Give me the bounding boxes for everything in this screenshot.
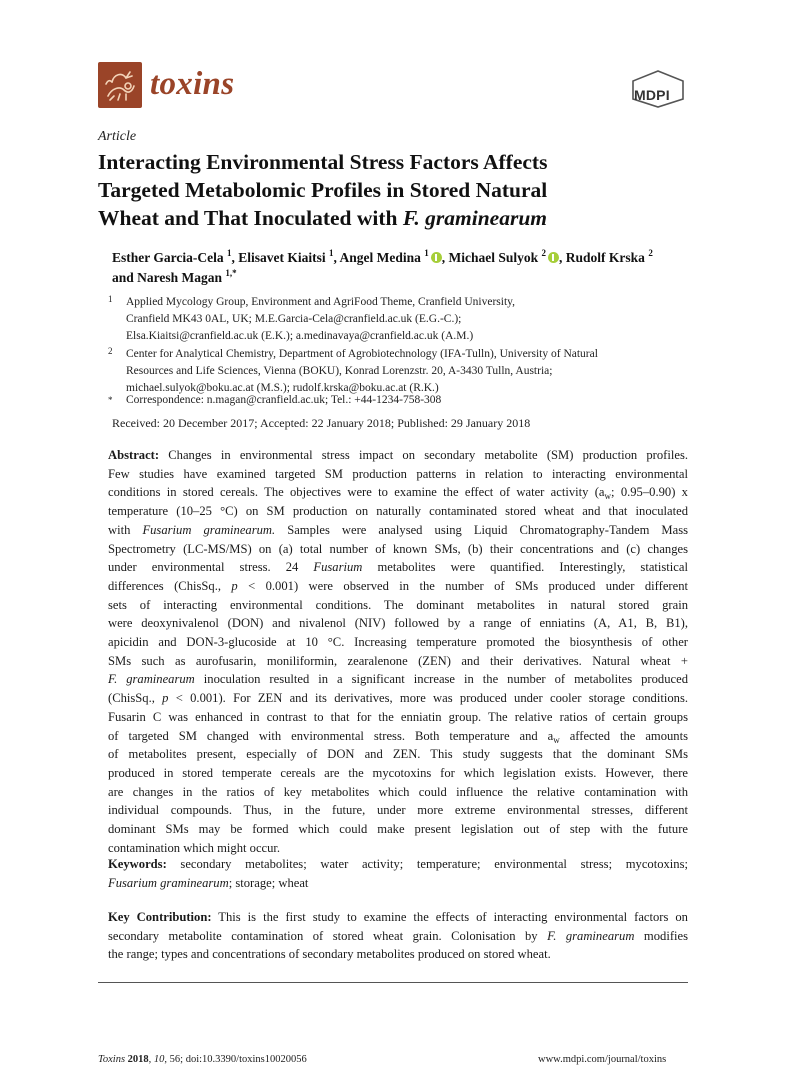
publication-dates: Received: 20 December 2017; Accepted: 22 January 2018; Published: 29 January 2018 [112, 416, 531, 430]
mdpi-logo [628, 69, 688, 109]
journal-url-link[interactable]: www.mdpi.com/journal/toxins [538, 1054, 667, 1065]
author-name: Elisavet Kiaitsi [238, 250, 326, 265]
author-name: Michael Sulyok [448, 250, 539, 265]
key-contribution: Key Contribution: This is the first study to examine the effects of interacting environmental factors on secondary metabolite contamination of stored wheat grain. Colonisation by F. graminearum modifies the range; types and concentrations of secondary metabolites produced on stored wheat. [108, 910, 688, 962]
author-name: Angel Medina [339, 250, 421, 265]
author-name: Naresh Magan [137, 270, 223, 285]
article-type: Article [98, 129, 137, 144]
title-line: Targeted Metabolomic Profiles in Stored Natural [98, 178, 548, 202]
citation-footer: Toxins 2018, 10, 56; doi:10.3390/toxins10020056 [98, 1054, 307, 1065]
journal-name: toxins [150, 66, 235, 102]
toxins-logo-icon [98, 62, 142, 108]
title-line: Interacting Environmental Stress Factors Affects [98, 150, 548, 174]
publisher-name: MDPI [634, 87, 670, 103]
author-name: Esther Garcia-Cela [112, 250, 224, 265]
orcid-icon[interactable] [548, 252, 559, 263]
section-divider [98, 982, 688, 983]
author-name: Rudolf Krska [565, 250, 645, 265]
abstract: Abstract: Changes in environmental stress impact on secondary metabolite (SM) production profiles. Few studies have examined targeted SM production patterns in relation to interacting environmental conditions in stored cereals. The objectives were to examine the effect of water activity ($a_w$; 0.95–0.90) x temperature (10–25 °C) on SM production on naturally contaminated stored wheat and that inoculated with Fusarium graminearum. Samples were analysed using Liquid Chromatography-Tandem Mass Spectrometry (LC-MS/MS) on (a) total number of known SMs, (b) their concentrations and (c) changes under environmental stress. 24 Fusarium metabolites were quantified. Interestingly, statistical differences (ChisSq., p < 0.001) were observed in the number of SMs produced under different sets of interacting environmental conditions. The dominant metabolites in natural stored grain were deoxynivalenol (DON) and nivalenol (NIV) followed by a range of enniatins (A, A1, B, B1), apicidin and DON-3-glucoside at 10 °C. Increasing temperature promoted the biosynthesis of other SMs such as aurofusarin, moniliformin, zearalenone (ZEN) and their derivatives. Natural wheat + F. graminearum inoculation resulted in a significant increase in the number of metabolites produced (ChisSq., p < 0.001). For ZEN and its derivatives, more was produced under cooler storage conditions. Fusarin C was enhanced in contrast to that for the enniatin group. The relative ratios of certain groups of targeted SM changed with environmental stress. Both temperature and $a_w$ affected the amounts of metabolites present, especially of DON and ZEN. This study suggests that the dominant SMs produced in stored temperate cereals are the mycotoxins for which legislation exists. However, there are changes in the ratios of key metabolites which could influence the relative contamination with individual compounds. Thus, in the future, under more extreme environmental stresses, different dominant SMs may be formed which could make present legislation out of step with the future contamination which might occur. [108, 448, 689, 855]
author-list: Esther Garcia-Cela $^1$, Elisavet Kiaitsi $^1$, Angel Medina $^1$ , Michael Sulyok $^2$ , Rudolf Krska $^2$ and Naresh Magan $^{1,*}$ [112, 247, 653, 285]
title-line: Wheat and That Inoculated with F. graminearum [98, 206, 548, 230]
article-title [98, 148, 698, 232]
keywords: Keywords: secondary metabolites; water activity; temperature; environmental stress; mycotoxins; Fusarium graminearum; storage; wheat [108, 857, 688, 890]
orcid-icon[interactable] [431, 252, 442, 263]
